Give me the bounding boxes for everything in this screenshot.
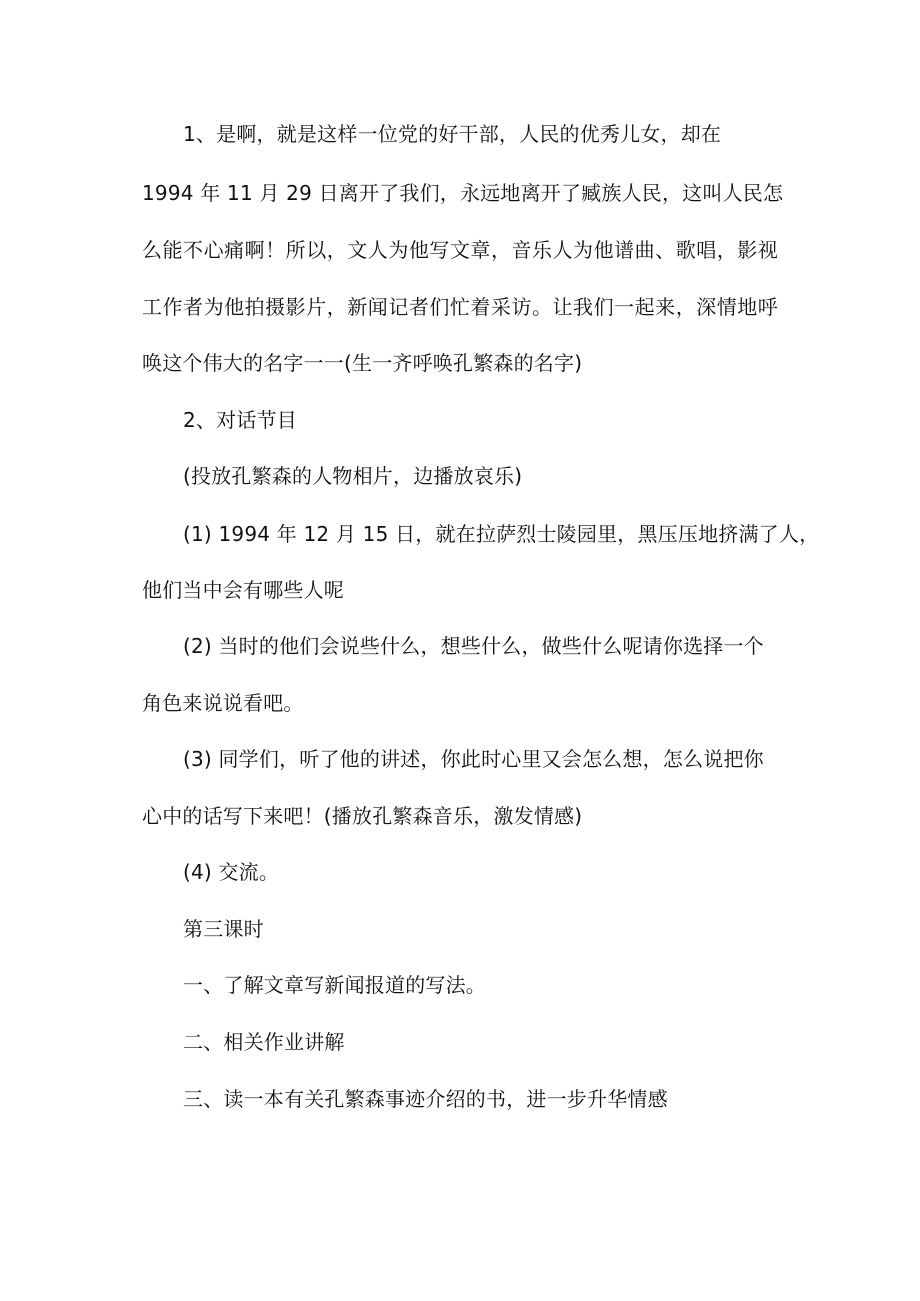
lesson-item-2: 二、相关作业讲解: [183, 1030, 345, 1054]
paragraph-1-line-3: 么能不心痛啊！所以，文人为他写文章，音乐人为他谱曲、歌唱，影视: [142, 238, 778, 262]
paragraph-1-line-1: 1、是啊，就是这样一位党的好干部，人民的优秀儿女，却在: [183, 122, 722, 146]
lesson-item-3: 三、读一本有关孔繁森事迹介绍的书，进一步升华情感: [183, 1087, 668, 1111]
question-2-line-2: 角色来说说看吧。: [142, 691, 304, 715]
paragraph-1-line-5: 唤这个伟大的名字一一(生一齐呼唤孔繁森的名字): [142, 351, 583, 375]
lesson-item-1: 一、了解文章写新闻报道的写法。: [183, 973, 486, 997]
question-4: (4) 交流。: [183, 860, 280, 884]
paragraph-1-line-2: 1994 年 11 月 29 日离开了我们，永远地离开了臧族人民，这叫人民怎: [142, 181, 784, 205]
stage-direction: (投放孔繁森的人物相片，边播放哀乐): [183, 464, 523, 488]
question-2-line-1: (2) 当时的他们会说些什么，想些什么，做些什么呢请你选择一个: [183, 634, 764, 658]
lesson-heading: 第三课时: [183, 917, 264, 941]
paragraph-1-line-4: 工作者为他拍摄影片，新闻记者们忙着采访。让我们一起来，深情地呼: [142, 295, 778, 319]
question-3-line-2: 心中的话写下来吧！(播放孔繁森音乐，激发情感): [142, 804, 583, 828]
question-3-line-1: (3) 同学们，听了他的讲述，你此时心里又会怎么想，怎么说把你: [183, 747, 764, 771]
section-heading-dialogue: 2、对话节目: [183, 408, 297, 432]
question-1-line-2: 他们当中会有哪些人呢: [142, 578, 344, 602]
question-1-line-1: (1) 1994 年 12 月 15 日，就在拉萨烈士陵园里，黑压压地挤满了人，: [183, 522, 820, 546]
